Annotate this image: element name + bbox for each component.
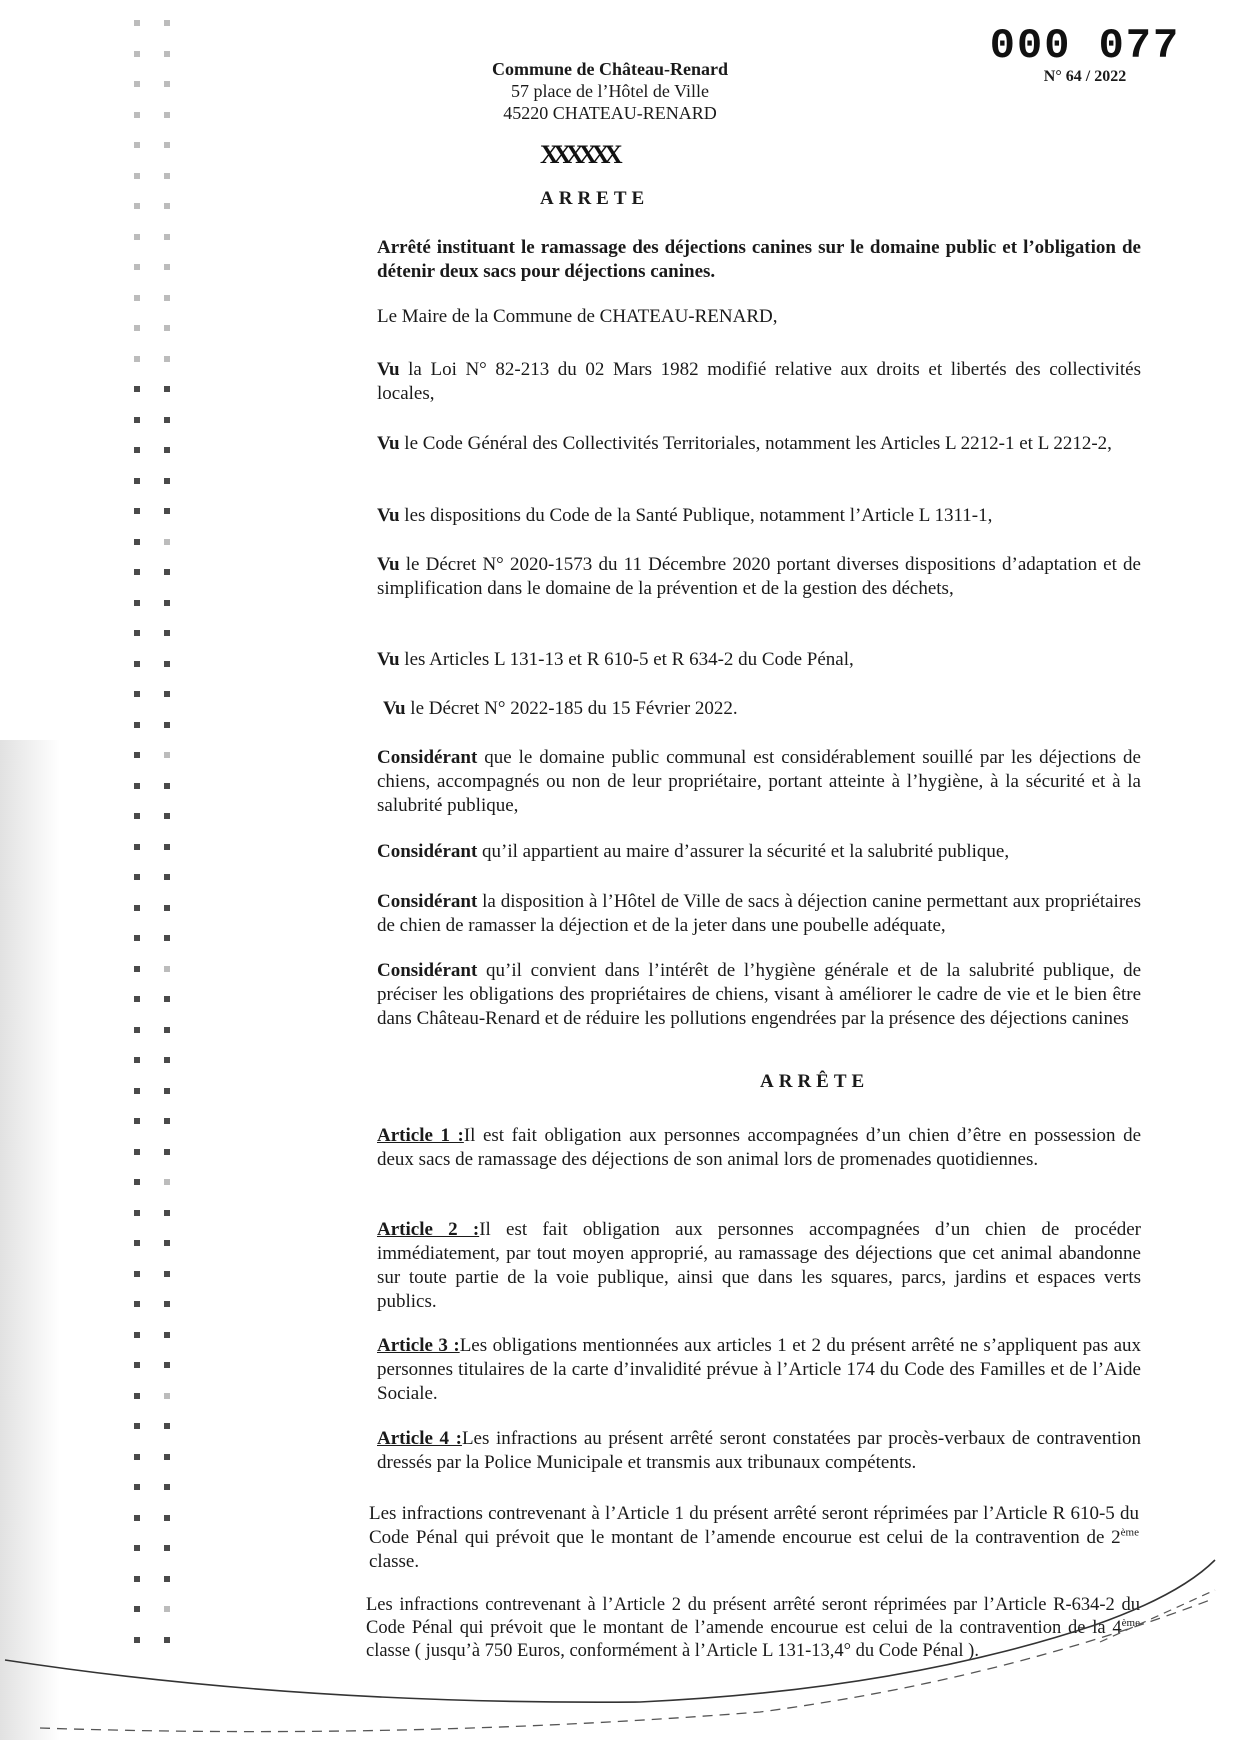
binding-hole-dot <box>134 1484 140 1490</box>
maire-paragraph: Le Maire de la Commune de CHATEAU-RENARD, <box>377 306 778 327</box>
binding-hole-dot <box>134 203 140 209</box>
binding-hole-dot <box>134 356 140 362</box>
binding-hole-dot <box>134 173 140 179</box>
binding-hole-dot <box>134 447 140 453</box>
binding-hole-dot <box>164 1118 170 1124</box>
binding-hole-dot <box>164 1515 170 1521</box>
considerant-text: qu’il convient dans l’intérêt de l’hygiène générale et de la salubrité publique, de préciser les obligations des propriétaires de chiens, visant à améliorer le cadre de vie et le bien être dans Château-Renard et de réduire les pollutions engendrées par la présence des déjections canines <box>377 960 1141 1029</box>
binding-hole-dot <box>164 844 170 850</box>
binding-hole-dot <box>164 1027 170 1033</box>
binding-hole-dot <box>134 966 140 972</box>
binding-hole-dot <box>164 1454 170 1460</box>
vu-text: les Articles L 131-13 et R 610-5 et R 634-2 du Code Pénal, <box>399 649 854 670</box>
commune-name: Commune de Château-Renard <box>492 59 728 79</box>
binding-hole-dot <box>164 813 170 819</box>
binding-hole-dot <box>134 508 140 514</box>
binding-hole-dot <box>134 661 140 667</box>
article-3 <box>377 1334 1141 1406</box>
vu-keyword: Vu <box>383 698 406 719</box>
binding-hole-dot <box>164 1088 170 1094</box>
binding-hole-dot <box>134 539 140 545</box>
binding-hole-dot <box>164 142 170 148</box>
binding-hole-dot <box>164 1149 170 1155</box>
binding-hole-dot <box>134 325 140 331</box>
binding-hole-dot <box>134 1606 140 1612</box>
binding-hole-dot <box>134 905 140 911</box>
binding-hole-dot <box>164 386 170 392</box>
binding-hole-dot <box>164 1393 170 1399</box>
binding-hole-dot <box>134 1515 140 1521</box>
binding-hole-dot <box>134 1271 140 1277</box>
arrete-number: N° 64 / 2022 <box>1043 68 1127 85</box>
article-text: Les infractions au présent arrêté seront constatées par procès-verbaux de contravention dressés par la Police Municipale et transmis aux tribunaux compétents. <box>377 1428 1141 1473</box>
vu-paragraph <box>377 648 1141 672</box>
binding-hole-dot <box>164 478 170 484</box>
binding-hole-dot <box>134 813 140 819</box>
vu-paragraph <box>383 697 1147 721</box>
binding-hole-dot <box>134 722 140 728</box>
binding-hole-dot <box>134 1332 140 1338</box>
binding-hole-dot <box>164 234 170 240</box>
binding-hole-dot <box>134 1362 140 1368</box>
binding-hole-dot <box>134 386 140 392</box>
binding-hole-dot <box>164 1240 170 1246</box>
title-arrete-decision: ARRÊTE <box>760 1071 870 1092</box>
binding-hole-dot <box>164 447 170 453</box>
binding-hole-dot <box>164 630 170 636</box>
binding-hole-dot <box>134 1240 140 1246</box>
article-text: Il est fait obligation aux personnes accompagnées d’un chien de procéder immédiatement, par tout moyen approprié, au ramassage des déjections que cet animal abandonne sur toute partie de la voie publique, ainsi que dans les squares, parcs, jardins et espaces verts publics. <box>377 1219 1142 1312</box>
binding-hole-dot <box>164 722 170 728</box>
binding-hole-dot <box>134 1027 140 1033</box>
binding-hole-dot <box>164 51 170 57</box>
address-line-1: 57 place de l’Hôtel de Ville <box>510 81 710 101</box>
binding-hole-dot <box>164 112 170 118</box>
article-label: Article 1 : <box>377 1125 464 1146</box>
article-label: Article 4 : <box>377 1428 462 1449</box>
binding-hole-dot <box>134 1179 140 1185</box>
article-label: Article 3 : <box>377 1335 460 1356</box>
binding-hole-dot <box>164 325 170 331</box>
binding-hole-dot <box>164 905 170 911</box>
binding-hole-dot <box>164 1332 170 1338</box>
binding-hole-dot <box>134 417 140 423</box>
infraction-text: classe ( jusqu’à 750 Euros, conformément à l’Article L 131-13,4° du Code Pénal ). <box>366 1641 979 1661</box>
infraction-text: Les infractions contrevenant à l’Article 2 du présent arrêté seront réprimées par l’Article R-634-2 du Code Pénal qui prévoit que le montant de l’amende encourue est celui de la contravention de la 4 <box>366 1595 1140 1638</box>
considerant-text: que le domaine public communal est considérablement souillé par les déjections de chiens, accompagnés ou non de leur propriétaire, portant atteinte à l’hygiène, à la sécurité et à la salubrité publique, <box>377 747 1141 816</box>
binding-hole-dot <box>134 1210 140 1216</box>
binding-hole-dot <box>134 630 140 636</box>
binding-hole-dot <box>164 1362 170 1368</box>
vu-text: les dispositions du Code de la Santé Publique, notamment l’Article L 1311-1, <box>399 505 993 526</box>
vu-keyword: Vu <box>377 505 400 526</box>
article-text: Les obligations mentionnées aux articles 1 et 2 du présent arrêté ne s’appliquent pas aux personnes titulaires de la carte d’invalidité prévue à l’Article 174 du Code des Familles et de l’Aide Sociale. <box>377 1335 1141 1404</box>
ordinal-superscript: ème <box>1120 1526 1139 1539</box>
binding-hole-dot <box>164 1606 170 1612</box>
vu-text: le Décret N° 2020-1573 du 11 Décembre 2020 portant diverses dispositions d’adaptation et de simplification dans le domaine de la prévention et de la gestion des déchets, <box>377 554 1141 599</box>
binding-hole-dot <box>134 844 140 850</box>
considerant-paragraph <box>377 746 1141 818</box>
binding-hole-dot <box>134 1637 140 1643</box>
binding-hole-dot <box>164 203 170 209</box>
binding-hole-dot <box>134 1057 140 1063</box>
document-number <box>985 22 1185 86</box>
binding-hole-dot <box>134 20 140 26</box>
considerant-paragraph <box>377 840 1141 864</box>
infraction-paragraph-1 <box>369 1502 1139 1574</box>
infraction-text: classe. <box>369 1551 420 1572</box>
vu-keyword: Vu <box>377 649 400 670</box>
binding-hole-dot <box>164 691 170 697</box>
considerant-keyword: Considérant <box>377 891 478 912</box>
binding-hole-dot <box>134 112 140 118</box>
binding-hole-dot <box>164 417 170 423</box>
binding-hole-dot <box>164 1210 170 1216</box>
binding-hole-dot <box>164 1637 170 1643</box>
binding-hole-dot <box>164 1423 170 1429</box>
binding-hole-dot <box>134 295 140 301</box>
binding-hole-dot <box>164 874 170 880</box>
binding-hole-dot <box>134 935 140 941</box>
binding-hole-dot <box>164 508 170 514</box>
binding-hole-dot <box>134 1454 140 1460</box>
binding-hole-dot <box>164 783 170 789</box>
binding-hole-dot <box>134 142 140 148</box>
binding-hole-dot <box>134 1149 140 1155</box>
considerant-text: qu’il appartient au maire d’assurer la sécurité et la salubrité publique, <box>477 841 1010 862</box>
binding-hole-dot <box>164 1057 170 1063</box>
binding-hole-dot <box>134 1088 140 1094</box>
considerant-paragraph <box>377 959 1141 1031</box>
binding-hole-dot <box>134 81 140 87</box>
binding-hole-dot <box>164 600 170 606</box>
registry-number: 000 077 <box>989 22 1181 70</box>
article-text: Il est fait obligation aux personnes accompagnées d’un chien d’être en possession de deux sacs de ramassage des déjections de son animal lors de promenades quotidiennes. <box>377 1125 1142 1170</box>
binding-hole-dot <box>134 752 140 758</box>
considerant-paragraph <box>377 890 1141 938</box>
binding-hole-dot <box>164 356 170 362</box>
binding-hole-dot <box>164 295 170 301</box>
title-arrete-top: ARRETE <box>540 188 650 209</box>
binding-hole-dot <box>134 264 140 270</box>
binding-hole-dot <box>134 874 140 880</box>
considerant-keyword: Considérant <box>377 747 478 768</box>
vu-keyword: Vu <box>377 359 400 380</box>
binding-hole-dot <box>134 783 140 789</box>
binding-hole-dot <box>164 935 170 941</box>
binding-hole-dot <box>164 966 170 972</box>
vu-paragraph <box>377 432 1141 456</box>
vu-paragraph <box>377 553 1141 601</box>
binding-hole-dot <box>164 1271 170 1277</box>
vu-text: le Décret N° 2022-185 du 15 Février 2022. <box>405 698 738 719</box>
binding-hole-dot <box>164 539 170 545</box>
binding-hole-dot <box>134 1545 140 1551</box>
binding-hole-dot <box>164 1545 170 1551</box>
address-line-2: 45220 CHATEAU-RENARD <box>503 103 717 123</box>
binding-hole-dot <box>164 569 170 575</box>
considerant-keyword: Considérant <box>377 841 478 862</box>
considerant-text: la disposition à l’Hôtel de Ville de sacs à déjection canine permettant aux propriétaires de chien de ramasser la déjection et de la jeter dans une poubelle adéquate, <box>377 891 1141 936</box>
binding-hole-dot <box>164 20 170 26</box>
binding-hole-dot <box>134 1301 140 1307</box>
ordinal-superscript: ème <box>1121 1616 1140 1629</box>
binding-hole-dot <box>164 752 170 758</box>
infraction-text: Les infractions contrevenant à l’Article 1 du présent arrêté seront réprimées par l’Article R 610-5 du Code Pénal qui prévoit que le montant de l’amende encourue est celui de la contravention de 2 <box>369 1503 1139 1548</box>
vu-keyword: Vu <box>377 433 400 454</box>
article-2 <box>377 1218 1141 1314</box>
article-1 <box>377 1124 1141 1172</box>
infraction-paragraph-2 <box>366 1594 1140 1663</box>
binding-hole-dot <box>134 996 140 1002</box>
binding-hole-dot <box>134 691 140 697</box>
binding-hole-dot <box>164 661 170 667</box>
article-4 <box>377 1427 1141 1475</box>
binding-hole-dot <box>164 81 170 87</box>
binding-hole-dot <box>134 51 140 57</box>
vu-paragraph <box>377 504 1141 528</box>
binding-hole-dot <box>164 264 170 270</box>
binding-hole-dot <box>134 1576 140 1582</box>
binding-hole-dot <box>134 1118 140 1124</box>
vu-paragraph <box>377 358 1141 406</box>
binding-hole-dot <box>164 1576 170 1582</box>
vu-keyword: Vu <box>377 554 400 575</box>
binding-hole-dot <box>134 1393 140 1399</box>
binding-hole-dot <box>134 569 140 575</box>
subject-paragraph: Arrêté instituant le ramassage des déjections canines sur le domaine public et l’obligation de détenir deux sacs pour déjections canines. <box>377 237 1141 282</box>
article-label: Article 2 : <box>377 1219 480 1240</box>
commune-header <box>430 58 790 124</box>
vu-text: le Code Général des Collectivités Territoriales, notamment les Articles L 2212-1 et L 2212-2, <box>399 433 1112 454</box>
binding-hole-dot <box>134 234 140 240</box>
binding-hole-dot <box>164 173 170 179</box>
ornament-divider: XXXXXX <box>540 140 617 169</box>
binding-hole-dot <box>134 600 140 606</box>
binding-hole-dot <box>164 996 170 1002</box>
vu-text: la Loi N° 82-213 du 02 Mars 1982 modifié relative aux droits et libertés des collectivités locales, <box>377 359 1141 404</box>
considerant-keyword: Considérant <box>377 960 478 981</box>
binding-hole-dot <box>164 1301 170 1307</box>
binding-hole-dot <box>134 478 140 484</box>
binding-hole-dot <box>164 1484 170 1490</box>
binding-hole-dot <box>134 1423 140 1429</box>
binding-holes <box>0 0 200 1754</box>
binding-hole-dot <box>164 1179 170 1185</box>
